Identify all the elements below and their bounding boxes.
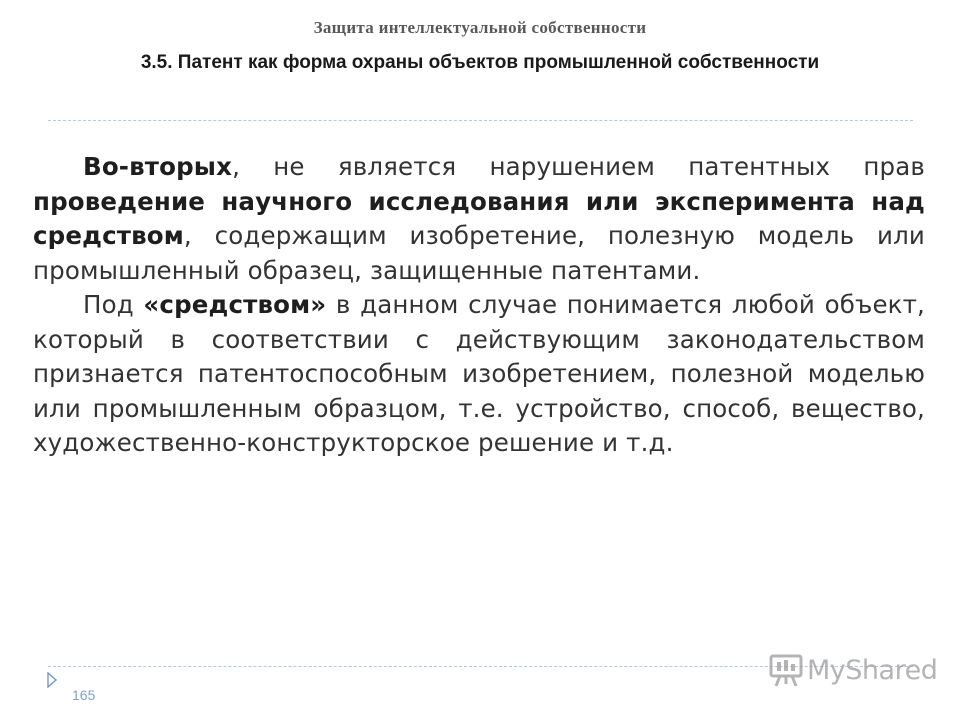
paragraph-1-bold-phrase: проведение научного исследования или эксперимента над средством [33, 186, 925, 250]
paragraph-1 [33, 150, 925, 288]
myshared-watermark [768, 652, 937, 688]
watermark-text: MyShared [807, 654, 938, 686]
paragraph-1-text-a: , не является нарушением патентных прав [232, 152, 925, 181]
section-title: 3.5. Патент как форма охраны объектов промышленной собственности [140, 52, 820, 73]
paragraph-1-text-b: , содержащим изобретение, полезную модель или промышленный образец, защищенные патентами. [33, 221, 925, 285]
header-title: Защита интеллектуальной собственности [313, 18, 647, 37]
presentation-board-icon [768, 652, 804, 688]
triangle-bullet-icon [47, 672, 57, 692]
paragraph-2-text-b: в данном случае понимается любой объект, который в соответствии с действующим законодательством признается патентоспособным изобретением, полезной моделью или промышленным образцом, т.е. устройство, способ, вещество, художественно-конструкторское решение и т.д. [33, 290, 925, 457]
paragraph-2-text-a: Под [83, 290, 144, 319]
paragraph-2-bold-term: «средством» [143, 290, 327, 319]
paragraph-1-bold-lead: Во-вторых [83, 152, 233, 181]
slide-body [33, 150, 925, 461]
paragraph-2 [33, 288, 925, 461]
page-number: 165 [72, 687, 96, 703]
top-divider [48, 120, 913, 121]
